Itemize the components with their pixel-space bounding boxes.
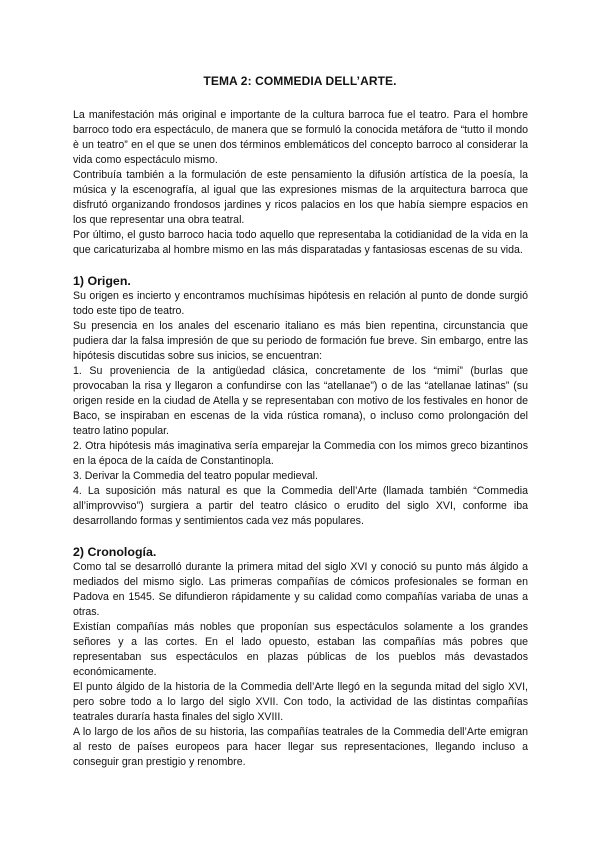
section-heading-cronologia: 2) Cronología. — [73, 545, 157, 559]
document-body — [73, 108, 528, 770]
cronologia-paragraph: Como tal se desarrolló durante la primera mitad del siglo XVI y conoció su punto más álgido a mediados del mismo siglo. Las primeras compañías de cómicos profesionales se forman en Padova en 1545. Se difundieron rápidamente y su calidad como compañías variaba de unas a otras. — [73, 561, 528, 618]
origen-list-item: 4. La suposición más natural es que la Commedia dell’Arte (llamada también “Commedia all’improvviso”) surgiera a partir del teatro clásico o erudito del siglo XVI, conforme iba desarrollando formas y sentimientos cada vez más populares. — [73, 485, 528, 527]
page-title: TEMA 2: COMMEDIA DELL’ARTE. — [203, 74, 397, 88]
section-heading-origen: 1) Origen. — [73, 274, 131, 288]
origen-list-item: 1. Su proveniencia de la antigüedad clásica, concretamente de los “mimi” (burlas que provocaban la risa y llegaron a confundirse con las “atellanae”) o de las “atellanae latinas” (su origen reside en la ciudad de Atella y se representaban con motivo de los festivales en honor de Baco, se inspiraban en escenas de la vida rústica romana), o incluso como prolongación del teatro latino popular. — [73, 365, 528, 437]
origen-list-item: 3. Derivar la Commedia del teatro popular medieval. — [73, 470, 318, 482]
origen-list-item: 2. Otra hipótesis más imaginativa sería emparejar la Commedia con los mimos greco bizantinos en la época de la caída de Constantinopla. — [73, 440, 528, 467]
intro-paragraph: La manifestación más original e importante de la cultura barroca fue el teatro. Para el hombre barroco todo era espectáculo, de manera que se formuló la conocida metáfora de “tutto il mondo è un teatro” en el que se unen dos términos emblemáticos del concepto barroco al considerar la vida como espectáculo mismo. — [73, 109, 528, 166]
intro-paragraph: Contribuía también a la formulación de este pensamiento la difusión artística de la poesía, la música y la escenografía, al igual que las expresiones mismas de la arquitectura barroca que disfrutó organizando frondosos jardines y ricos palacios en los que había siempre espacios en los que representar una obra teatral. — [73, 169, 528, 226]
cronologia-paragraph: El punto álgido de la historia de la Commedia dell’Arte llegó en la segunda mitad del siglo XVI, pero sobre todo a lo largo del siglo XVII. Con todo, la actividad de las distintas compañías teatrales duraría hasta finales del siglo XVIII. — [73, 681, 528, 723]
cronologia-paragraph: Existían compañías más nobles que proponían sus espectáculos solamente a los grandes señores y a las cortes. En el lado opuesto, estaban las compañías más pobres que representaban sus espectáculos en plazas públicas de los pueblos más devastados económicamente. — [73, 621, 528, 678]
intro-paragraph: Por último, el gusto barroco hacia todo aquello que representaba la cotidianidad de la vida en la que caricaturizaba al hombre mismo en las más disparatadas y fantasiosas escenas de su vida. — [73, 229, 528, 256]
origen-paragraph: Su origen es incierto y encontramos muchísimas hipótesis en relación al punto de donde surgió todo este tipo de teatro. — [73, 290, 528, 317]
cronologia-paragraph: A lo largo de los años de su historia, las compañías teatrales de la Commedia dell’Arte emigran al resto de países europeos para hacer llegar sus representaciones, llegando incluso a conseguir gran prestigio y renombre. — [73, 726, 528, 768]
origen-paragraph: Su presencia en los anales del escenario italiano es más bien repentina, circunstancia que pudiera dar la falsa impresión de que su periodo de formación fue breve. Sin embargo, entre las hipótesis discutidas sobre sus inicios, se encuentran: — [73, 320, 528, 362]
